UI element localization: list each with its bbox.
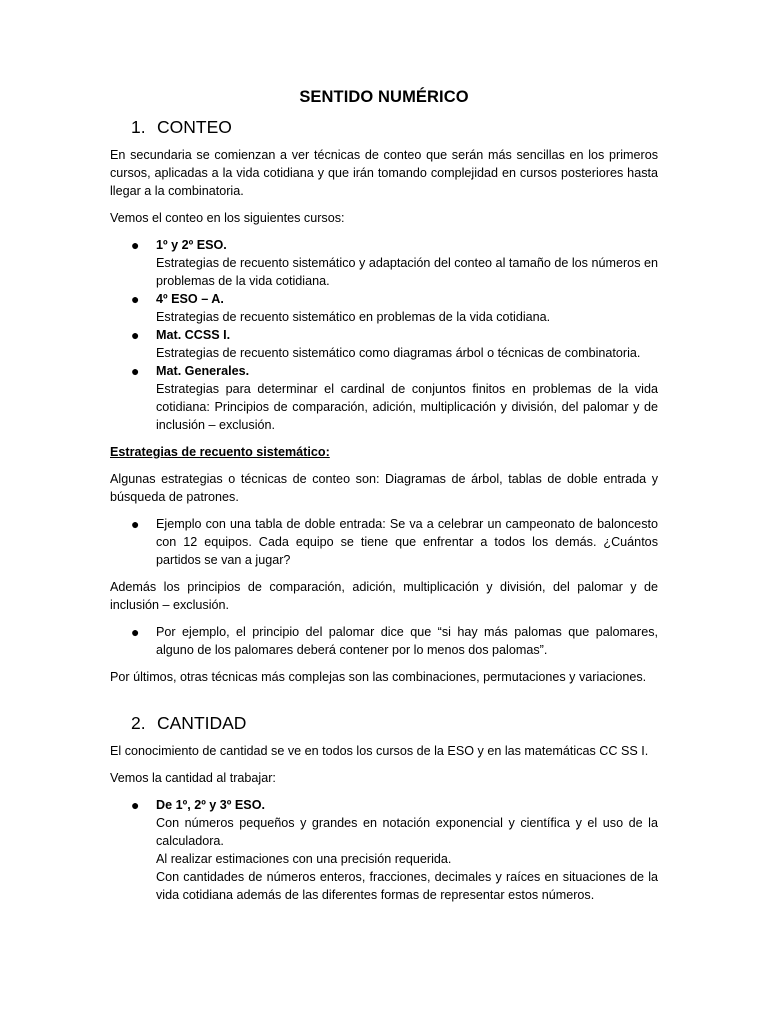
bullet-icon: ● — [131, 797, 140, 813]
list-item — [110, 326, 658, 362]
section-heading-cantidad — [131, 714, 658, 732]
section-number: 1. — [131, 117, 146, 137]
bullet-icon: ● — [131, 363, 140, 379]
list-item — [110, 623, 658, 659]
section-number: 2. — [131, 713, 146, 733]
courses-list — [110, 236, 658, 434]
page-title: SENTIDO NUMÉRICO — [299, 88, 469, 106]
paragraph-courses-intro: Vemos el conteo en los siguientes cursos: — [110, 211, 345, 225]
bullet-icon: ● — [131, 624, 140, 640]
list-item — [110, 236, 658, 290]
paragraph-cantidad-intro: El conocimiento de cantidad se ve en todos los cursos de la ESO y en las matemáticas CC SS I. — [110, 744, 649, 758]
list-item-line: Con números pequeños y grandes en notación exponencial y científica y el uso de la calculadora. — [156, 816, 658, 848]
bullet-icon: ● — [131, 237, 140, 253]
paragraph-work-intro: Vemos la cantidad al trabajar: — [110, 771, 276, 785]
example-text: Por ejemplo, el principio del palomar dice que “si hay más palomas que palomares, alguno de los palomares deberá contener por lo menos dos palomas”. — [156, 625, 658, 657]
cantidad-list — [110, 796, 658, 904]
list-item — [110, 290, 658, 326]
example-list — [110, 623, 658, 659]
list-item-text: Estrategias de recuento sistemático como diagramas árbol o técnicas de combinatoria. — [156, 346, 641, 360]
list-item-title: 4º ESO – A. — [156, 292, 224, 306]
list-item-title: Mat. Generales. — [156, 364, 250, 378]
section-heading-conteo — [131, 118, 658, 136]
bullet-icon: ● — [131, 291, 140, 307]
list-item-title: De 1º, 2º y 3º ESO. — [156, 798, 266, 812]
list-item-line: Con cantidades de números enteros, fracciones, decimales y raíces en situaciones de la vida cotidiana además de las diferentes formas de representar estos números. — [156, 870, 658, 902]
paragraph-strategies: Algunas estrategias o técnicas de conteo son: Diagramas de árbol, tablas de doble entrada y búsqueda de patrones. — [110, 472, 658, 504]
list-item-text: Estrategias para determinar el cardinal de conjuntos finitos en problemas de la vida cotidiana: Principios de comparación, adición, multiplicación y división, del palomar y de inclusión – exclusión. — [156, 382, 658, 432]
example-text: Ejemplo con una tabla de doble entrada: Se va a celebrar un campeonato de baloncesto con 12 equipos. Cada equipo se tiene que enfrentar a todos los demás. ¿Cuántos partidos se van a jugar? — [156, 517, 658, 567]
bullet-icon: ● — [131, 516, 140, 532]
section-title: CONTEO — [157, 117, 232, 137]
list-item-text: Estrategias de recuento sistemático en problemas de la vida cotidiana. — [156, 310, 551, 324]
section-title: CANTIDAD — [157, 713, 247, 733]
subheading-strategies: Estrategias de recuento sistemático: — [110, 445, 330, 459]
list-item — [110, 362, 658, 434]
list-item-text: Estrategias de recuento sistemático y adaptación del conteo al tamaño de los números en problemas de la vida cotidiana. — [156, 256, 658, 288]
list-item-title: Mat. CCSS I. — [156, 328, 231, 342]
list-item-title: 1º y 2º ESO. — [156, 238, 227, 252]
list-item — [110, 515, 658, 569]
paragraph-principles: Además los principios de comparación, adición, multiplicación y división, del palomar y de inclusión – exclusión. — [110, 580, 658, 612]
bullet-icon: ● — [131, 327, 140, 343]
paragraph-intro: En secundaria se comienzan a ver técnicas de conteo que serán más sencillas en los primeros cursos, aplicadas a la vida cotidiana y que irán tomando complejidad en cursos posteriores hasta llegar a la combinatoria. — [110, 148, 658, 198]
list-item — [110, 796, 658, 904]
list-item-line: Al realizar estimaciones con una precisión requerida. — [156, 852, 452, 866]
example-list — [110, 515, 658, 569]
paragraph-closing: Por últimos, otras técnicas más complejas son las combinaciones, permutaciones y variaciones. — [110, 670, 647, 684]
